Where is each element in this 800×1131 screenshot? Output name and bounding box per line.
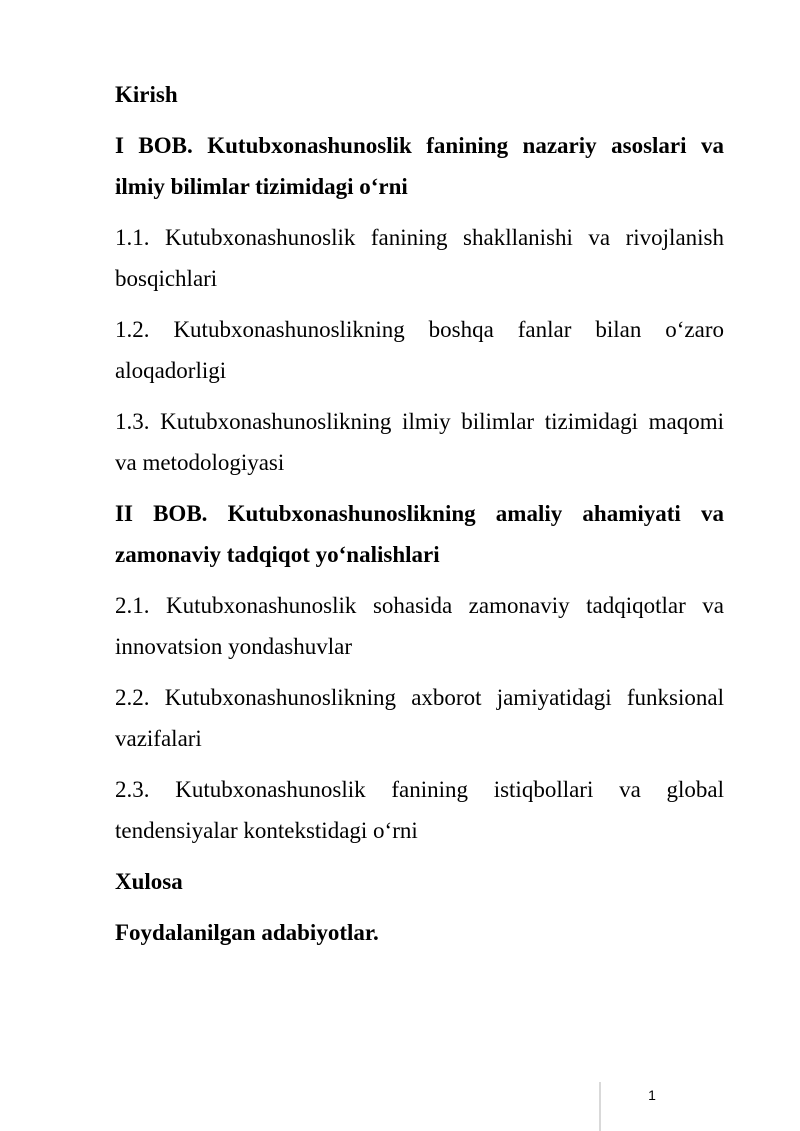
toc-entry-chapter-1: I BOB. Kutubxonashunoslik fanining nazariy asoslari va ilmiy bilimlar tizimidagi o‘rni: [115, 133, 724, 199]
toc-entry-section-2-1: 2.1. Kutubxonashunoslik sohasida zamonaviy tadqiqotlar va innovatsion yondashuvlar: [115, 593, 724, 659]
toc-entry-section-2-2: 2.2. Kutubxonashunoslikning axborot jamiyatidagi funksional vazifalari: [115, 685, 724, 751]
page-number: 1: [648, 1087, 656, 1103]
toc-entry-references: Foydalanilgan adabiyotlar.: [115, 920, 379, 945]
toc-entry-section-2-3: 2.3. Kutubxonashunoslik fanining istiqbollari va global tendensiyalar kontekstidagi o‘rni: [115, 777, 724, 843]
toc-entry-chapter-2: II BOB. Kutubxonashunoslikning amaliy ahamiyati va zamonaviy tadqiqot yo‘nalishlari: [115, 501, 724, 567]
table-of-contents: [115, 74, 724, 963]
toc-entry-conclusion: Xulosa: [115, 869, 183, 894]
toc-entry-section-1-3: 1.3. Kutubxonashunoslikning ilmiy bilimlar tizimidagi maqomi va metodologiyasi: [115, 409, 724, 475]
toc-entry-introduction: Kirish: [115, 82, 178, 107]
footer-divider: [599, 1082, 601, 1131]
toc-entry-section-1-2: 1.2. Kutubxonashunoslikning boshqa fanlar bilan o‘zaro aloqadorligi: [115, 317, 724, 383]
toc-entry-section-1-1: 1.1. Kutubxonashunoslik fanining shakllanishi va rivojlanish bosqichlari: [115, 225, 724, 291]
